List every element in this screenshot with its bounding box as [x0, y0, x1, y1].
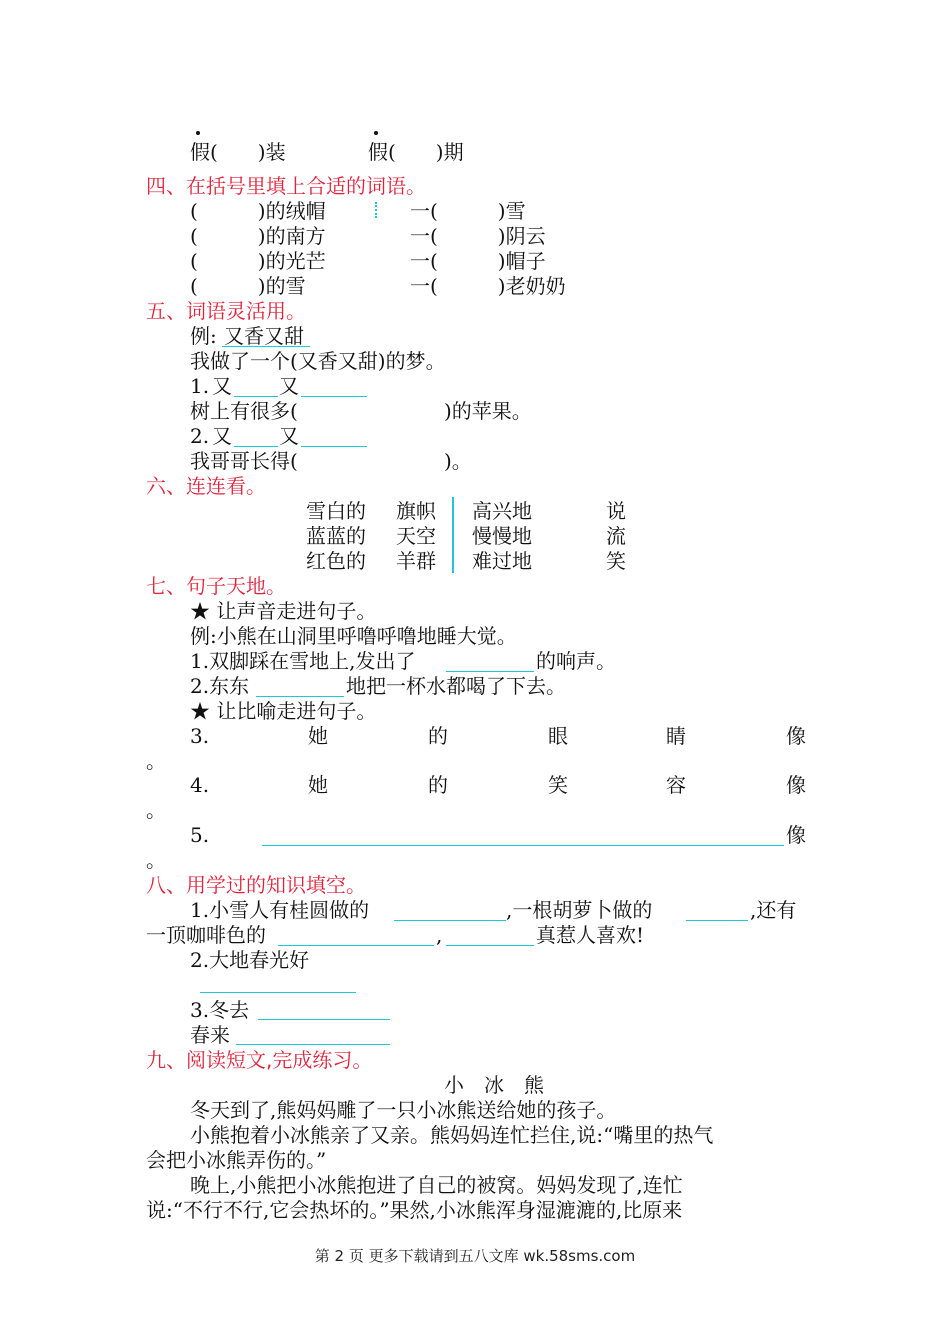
- q5-item2-sentence-b: )。: [444, 449, 472, 473]
- q4-right-3: 一( )帽子: [410, 249, 546, 273]
- q4-left-4: ( )的雪: [190, 274, 306, 298]
- q7-s4-char: 笑: [548, 773, 568, 797]
- blank-line[interactable]: [234, 396, 278, 397]
- story-p3-line2: 说:“不行不行,它会热坏的。”果然,小冰熊浑身湿漉漉的,比原来: [146, 1198, 683, 1222]
- q6-col1-1: 雪白的: [306, 499, 366, 523]
- q7-s4-num: 4.: [190, 773, 210, 797]
- q5-item2-you-a: 又: [212, 424, 232, 448]
- q6-col1-2: 蓝蓝的: [306, 524, 366, 548]
- q7-s4-char: 她: [308, 773, 328, 797]
- q6-col3-2: 慢慢地: [472, 524, 532, 548]
- blank-line[interactable]: [446, 671, 534, 672]
- q8-l2-c: 真惹人喜欢!: [536, 923, 645, 947]
- q6-col4-2: 流: [606, 524, 626, 548]
- blank-line[interactable]: [301, 396, 367, 397]
- q7-s4-char: 的: [428, 773, 448, 797]
- example-underline: [222, 346, 310, 347]
- q7-s5-period: 。: [146, 848, 166, 872]
- q5-item1-you-a: 又: [212, 374, 232, 398]
- blank-line[interactable]: [301, 446, 367, 447]
- blank-line[interactable]: [278, 945, 434, 946]
- story-p3-line1: 晚上,小熊把小冰熊抱进了自己的被窝。妈妈发现了,连忙: [190, 1173, 683, 1197]
- q8-l1-c: ,还有: [750, 898, 797, 922]
- q7-s2-a: 2.东东: [190, 674, 250, 698]
- q7-star-1: ★ 让声音走进句子。: [190, 599, 377, 623]
- q5-example-prefix: 例:: [190, 324, 217, 348]
- q4-right-4: 一( )老奶奶: [410, 274, 566, 298]
- q8-l2-a: 一顶咖啡色的: [146, 923, 266, 947]
- emphasis-dot: [196, 131, 200, 135]
- q7-s5-end: 像: [786, 823, 806, 847]
- q3-item-1: 假( )装: [190, 140, 286, 164]
- q6-col1-3: 红色的: [306, 549, 366, 573]
- q4-left-3: ( )的光芒: [190, 249, 326, 273]
- q7-s3-char: 她: [308, 724, 328, 748]
- story-title: 小 冰 熊: [444, 1073, 544, 1097]
- blank-line[interactable]: [234, 446, 278, 447]
- q8-l1-b: ,一根胡萝卜做的: [506, 898, 653, 922]
- story-p2-line2: 会把小冰熊弄伤的。”: [146, 1148, 327, 1172]
- q4-right-2: 一( )阴云: [410, 224, 546, 248]
- q7-s4-period: 。: [146, 798, 166, 822]
- blank-line[interactable]: [256, 696, 344, 697]
- q6-col2-1: 旗帜: [396, 499, 436, 523]
- blank-line[interactable]: [236, 1044, 390, 1045]
- q5-item2-sentence-a: 我哥哥长得(: [190, 449, 298, 473]
- q5-item2-num: 2.: [190, 424, 210, 448]
- q3-item-2: 假( )期: [368, 140, 464, 164]
- q5-title: 五、词语灵活用。: [146, 299, 306, 323]
- blank-line[interactable]: [686, 920, 748, 921]
- q7-title: 七、句子天地。: [146, 574, 286, 598]
- emphasis-dot: [374, 131, 378, 135]
- q6-col3-1: 高兴地: [472, 499, 532, 523]
- q7-s3-char: 眼: [548, 724, 568, 748]
- q8-l3: 2.大地春光好: [190, 948, 310, 972]
- blank-line[interactable]: [258, 1019, 390, 1020]
- q6-col4-1: 说: [606, 499, 626, 523]
- q8-title: 八、用学过的知识填空。: [146, 873, 366, 897]
- q7-s4-char: 容: [666, 773, 686, 797]
- q4-title: 四、在括号里填上合适的词语。: [146, 174, 426, 198]
- blank-line[interactable]: [394, 920, 506, 921]
- q5-item2-you-b: 又: [279, 424, 299, 448]
- q6-col4-3: 笑: [606, 549, 626, 573]
- q7-star-2: ★ 让比喻走进句子。: [190, 699, 377, 723]
- q5-item1-you-b: 又: [279, 374, 299, 398]
- q9-title: 九、阅读短文,完成练习。: [146, 1048, 373, 1072]
- q6-col2-2: 天空: [396, 524, 436, 548]
- q6-title: 六、连连看。: [146, 474, 266, 498]
- q7-s2-b: 地把一杯水都喝了下去。: [346, 674, 566, 698]
- q6-col2-3: 羊群: [396, 549, 436, 573]
- column-separator: [375, 202, 377, 218]
- q8-l4: 3.冬去: [190, 998, 250, 1022]
- q8-l1-a: 1.小雪人有桂圆做的: [190, 898, 370, 922]
- blank-line[interactable]: [200, 992, 356, 993]
- story-p2-line1: 小熊抱着小冰熊亲了又亲。熊妈妈连忙拦住,说:“嘴里的热气: [190, 1123, 714, 1147]
- page-footer: 第 2 页 更多下载请到五八文库 wk.58sms.com: [314, 1247, 636, 1265]
- q5-item1-sentence-a: 树上有很多(: [190, 399, 298, 423]
- story-p1: 冬天到了,熊妈妈雕了一只小冰熊送给她的孩子。: [190, 1098, 617, 1122]
- blank-line[interactable]: [446, 945, 534, 946]
- q4-left-1: ( )的绒帽: [190, 199, 326, 223]
- blank-line[interactable]: [262, 845, 784, 846]
- q6-col3-3: 难过地: [472, 549, 532, 573]
- q7-s3-period: 。: [146, 749, 166, 773]
- q8-l5: 春来: [190, 1023, 230, 1047]
- q7-s3-char: 像: [786, 724, 806, 748]
- q8-l2-b: ,: [436, 923, 443, 947]
- q5-example-sentence: 我做了一个(又香又甜)的梦。: [190, 349, 446, 373]
- q4-left-2: ( )的南方: [190, 224, 326, 248]
- q7-s1-a: 1.双脚踩在雪地上,发出了: [190, 649, 416, 673]
- q7-s3-char: 的: [428, 724, 448, 748]
- q4-right-1: 一( )雪: [410, 199, 526, 223]
- column-divider: [452, 497, 454, 573]
- q7-s3-num: 3.: [190, 724, 210, 748]
- q5-item1-num: 1.: [190, 374, 210, 398]
- q5-example-word: 又香又甜: [224, 324, 304, 348]
- q7-s4-char: 像: [786, 773, 806, 797]
- q7-s3-char: 睛: [666, 724, 686, 748]
- q7-example: 例:小熊在山洞里呼噜呼噜地睡大觉。: [190, 624, 517, 648]
- q5-item1-sentence-b: )的苹果。: [444, 399, 532, 423]
- q7-s1-b: 的响声。: [536, 649, 616, 673]
- q7-s5-num: 5.: [190, 823, 210, 847]
